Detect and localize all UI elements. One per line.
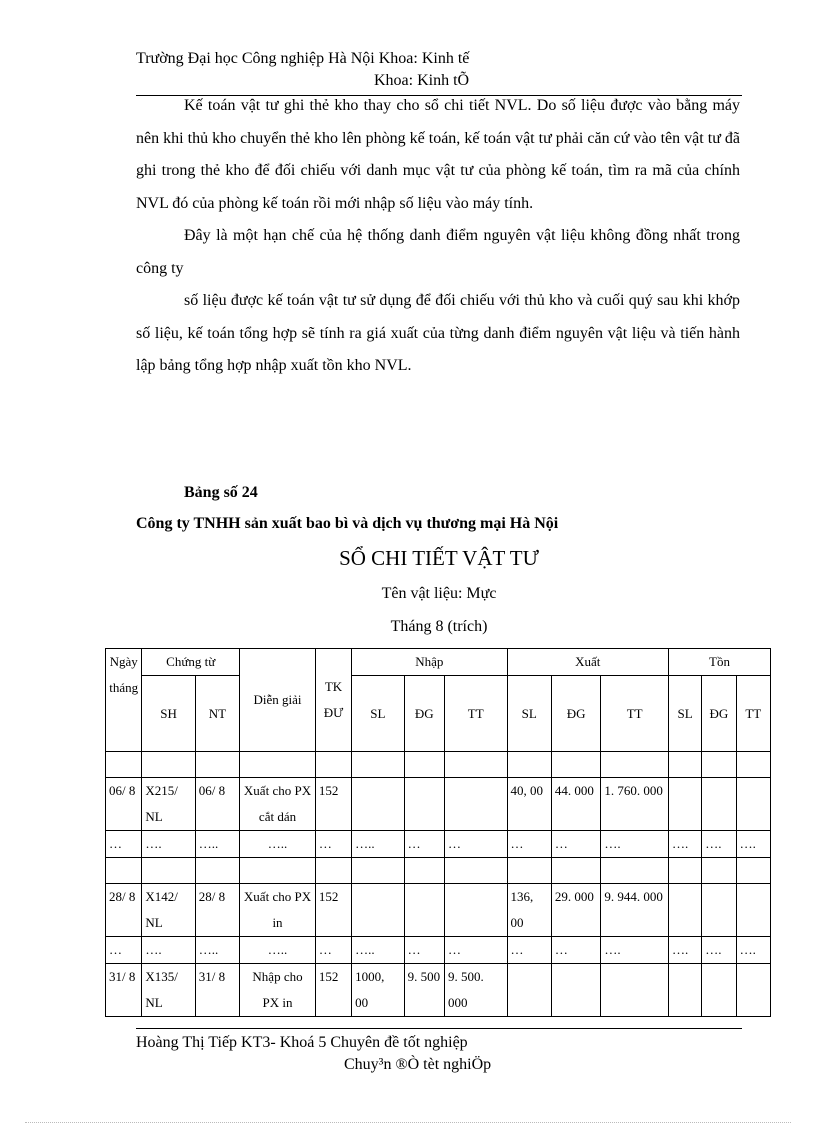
table-cell [106, 752, 142, 778]
table-cell: 9. 500. 000 [444, 964, 507, 1017]
table-cell: 06/ 8 [195, 778, 239, 831]
header-faculty: Khoa: Kinh tÕ [374, 72, 470, 89]
table-cell [736, 858, 770, 884]
table-cell: …. [601, 831, 669, 858]
table-cell: 31/ 8 [106, 964, 142, 1017]
table-cell [444, 884, 507, 937]
header-import-tt: TT [444, 676, 507, 752]
table-cell [352, 884, 404, 937]
header-import-sl: SL [352, 676, 404, 752]
header-account: TK ĐƯ [315, 649, 351, 752]
table-cell [601, 752, 669, 778]
table-cell: 1. 760. 000 [601, 778, 669, 831]
table-cell: … [106, 831, 142, 858]
table-cell: … [404, 937, 444, 964]
period-label: Tháng 8 (trích) [390, 618, 488, 635]
table-row [106, 937, 771, 964]
table-cell: Nhập cho PX in [240, 964, 316, 1017]
table-cell [444, 778, 507, 831]
header-description: Diễn giải [240, 649, 316, 752]
table-cell: 136, 00 [507, 884, 551, 937]
table-cell: 31/ 8 [195, 964, 239, 1017]
footer-rule [136, 1028, 742, 1029]
table-cell [195, 752, 239, 778]
table-cell: … [315, 937, 351, 964]
table-cell [315, 858, 351, 884]
header-export-sl: SL [507, 676, 551, 752]
header-nt: NT [195, 676, 239, 752]
table-cell [668, 858, 701, 884]
table-cell [404, 752, 444, 778]
table-cell [240, 858, 316, 884]
table-cell: 152 [315, 964, 351, 1017]
table-number: Bảng số 24 [184, 484, 258, 501]
table-cell [240, 752, 316, 778]
table-cell: X135/ NL [142, 964, 195, 1017]
ledger-body [106, 752, 771, 1017]
table-cell [551, 752, 600, 778]
table-cell [702, 778, 736, 831]
table-cell: … [551, 937, 600, 964]
table-row [106, 831, 771, 858]
header-stock: Tồn [668, 649, 770, 676]
table-cell [444, 752, 507, 778]
table-cell: …. [702, 831, 736, 858]
table-cell: 29. 000 [551, 884, 600, 937]
header-stock-sl: SL [668, 676, 701, 752]
table-cell [404, 858, 444, 884]
ledger-table [105, 648, 771, 1017]
header-stock-tt: TT [736, 676, 770, 752]
header-sh: SH [142, 676, 195, 752]
table-cell: … [551, 831, 600, 858]
table-cell: …. [702, 937, 736, 964]
table-row [106, 858, 771, 884]
table-cell [601, 858, 669, 884]
table-cell [668, 752, 701, 778]
table-row [106, 752, 771, 778]
table-cell [315, 752, 351, 778]
table-cell [551, 858, 600, 884]
table-cell [352, 778, 404, 831]
header-date: Ngày tháng [106, 649, 142, 752]
table-cell: Xuất cho PX cắt dán [240, 778, 316, 831]
table-cell [142, 858, 195, 884]
table-cell: …. [601, 937, 669, 964]
ledger-title: SỔ CHI TIẾT VẬT TƯ [339, 546, 539, 570]
header-stock-dg: ĐG [702, 676, 736, 752]
table-cell: 28/ 8 [195, 884, 239, 937]
table-cell: … [444, 937, 507, 964]
table-cell [352, 858, 404, 884]
table-cell [702, 752, 736, 778]
table-cell: … [444, 831, 507, 858]
table-cell: …. [142, 831, 195, 858]
header-school: Trường Đại học Công nghiệp Hà Nội Khoa: Kinh tế [136, 50, 470, 67]
table-cell: ….. [195, 937, 239, 964]
header-export-tt: TT [601, 676, 669, 752]
header-import-dg: ĐG [404, 676, 444, 752]
table-cell [668, 884, 701, 937]
material-name: Tên vật liệu: Mực [381, 585, 497, 602]
table-cell [702, 884, 736, 937]
table-cell: 9. 500 [404, 964, 444, 1017]
header-voucher: Chứng từ [142, 649, 240, 676]
table-cell [702, 964, 736, 1017]
table-cell: 06/ 8 [106, 778, 142, 831]
table-cell [668, 778, 701, 831]
table-row [106, 884, 771, 937]
table-row [106, 964, 771, 1017]
table-cell [444, 858, 507, 884]
header-import: Nhập [352, 649, 507, 676]
table-cell [668, 964, 701, 1017]
table-cell [404, 778, 444, 831]
table-cell: Xuất cho PX in [240, 884, 316, 937]
table-cell: … [404, 831, 444, 858]
table-cell: …. [668, 937, 701, 964]
table-cell: 28/ 8 [106, 884, 142, 937]
paragraph-1: Kế toán vật tư ghi thẻ kho thay cho sổ chi tiết NVL. Do số liệu được vào bằng máy nên khi thủ kho chuyển thẻ kho lên phòng kế toán, kế toán vật tư phải căn cứ vào tên vật tư đã ghi trong thẻ kho để đối chiếu với danh mục vật tư của phòng kế toán, tìm ra mã của chính NVL đó của phòng kế toán rồi mới nhập số liệu vào máy tính. [136, 97, 740, 212]
table-cell [736, 752, 770, 778]
table-cell: 152 [315, 778, 351, 831]
paragraph-3: số liệu được kế toán vật tư sử dụng để đối chiếu với thủ kho và cuối quý sau khi khớp số liệu, kế toán tổng hợp sẽ tính ra giá xuất của từng danh điểm nguyên vật liệu và tiến hành lập bảng tổng hợp nhập xuất tồn kho NVL. [136, 292, 740, 374]
table-cell: ….. [240, 937, 316, 964]
table-cell [404, 884, 444, 937]
table-cell: 9. 944. 000 [601, 884, 669, 937]
table-cell: … [507, 937, 551, 964]
table-cell: 40, 00 [507, 778, 551, 831]
table-cell: ….. [240, 831, 316, 858]
table-cell: …. [668, 831, 701, 858]
table-cell [507, 964, 551, 1017]
table-cell: … [106, 937, 142, 964]
table-cell [736, 884, 770, 937]
table-cell [601, 964, 669, 1017]
header-export: Xuất [507, 649, 668, 676]
table-cell [142, 752, 195, 778]
table-cell [736, 778, 770, 831]
table-cell [702, 858, 736, 884]
table-cell: 152 [315, 884, 351, 937]
footer-author: Hoàng Thị Tiếp KT3- Khoá 5 Chuyên đề tốt nghiệp [136, 1034, 468, 1051]
table-cell [507, 858, 551, 884]
table-cell: …. [142, 937, 195, 964]
table-cell: 1000, 00 [352, 964, 404, 1017]
table-cell: …. [736, 937, 770, 964]
table-cell: ….. [352, 937, 404, 964]
table-cell: 44. 000 [551, 778, 600, 831]
footer-subtitle: Chuy³n ®Ò tèt nghiÖp [344, 1056, 492, 1073]
table-cell: … [315, 831, 351, 858]
table-cell: ….. [352, 831, 404, 858]
table-cell: X215/ NL [142, 778, 195, 831]
table-cell [195, 858, 239, 884]
table-cell: ….. [195, 831, 239, 858]
company-name: Công ty TNHH sản xuất bao bì và dịch vụ thương mại Hà Nội [136, 515, 559, 532]
table-cell: X142/ NL [142, 884, 195, 937]
table-cell [551, 964, 600, 1017]
table-cell [106, 858, 142, 884]
body-text [136, 90, 740, 383]
table-cell [352, 752, 404, 778]
table-row [106, 778, 771, 831]
table-cell: …. [736, 831, 770, 858]
table-cell [507, 752, 551, 778]
header-export-dg: ĐG [551, 676, 600, 752]
table-cell: … [507, 831, 551, 858]
paragraph-2: Đây là một hạn chế của hệ thống danh điểm nguyên vật liệu không đồng nhất trong công ty [136, 227, 740, 277]
table-cell [736, 964, 770, 1017]
